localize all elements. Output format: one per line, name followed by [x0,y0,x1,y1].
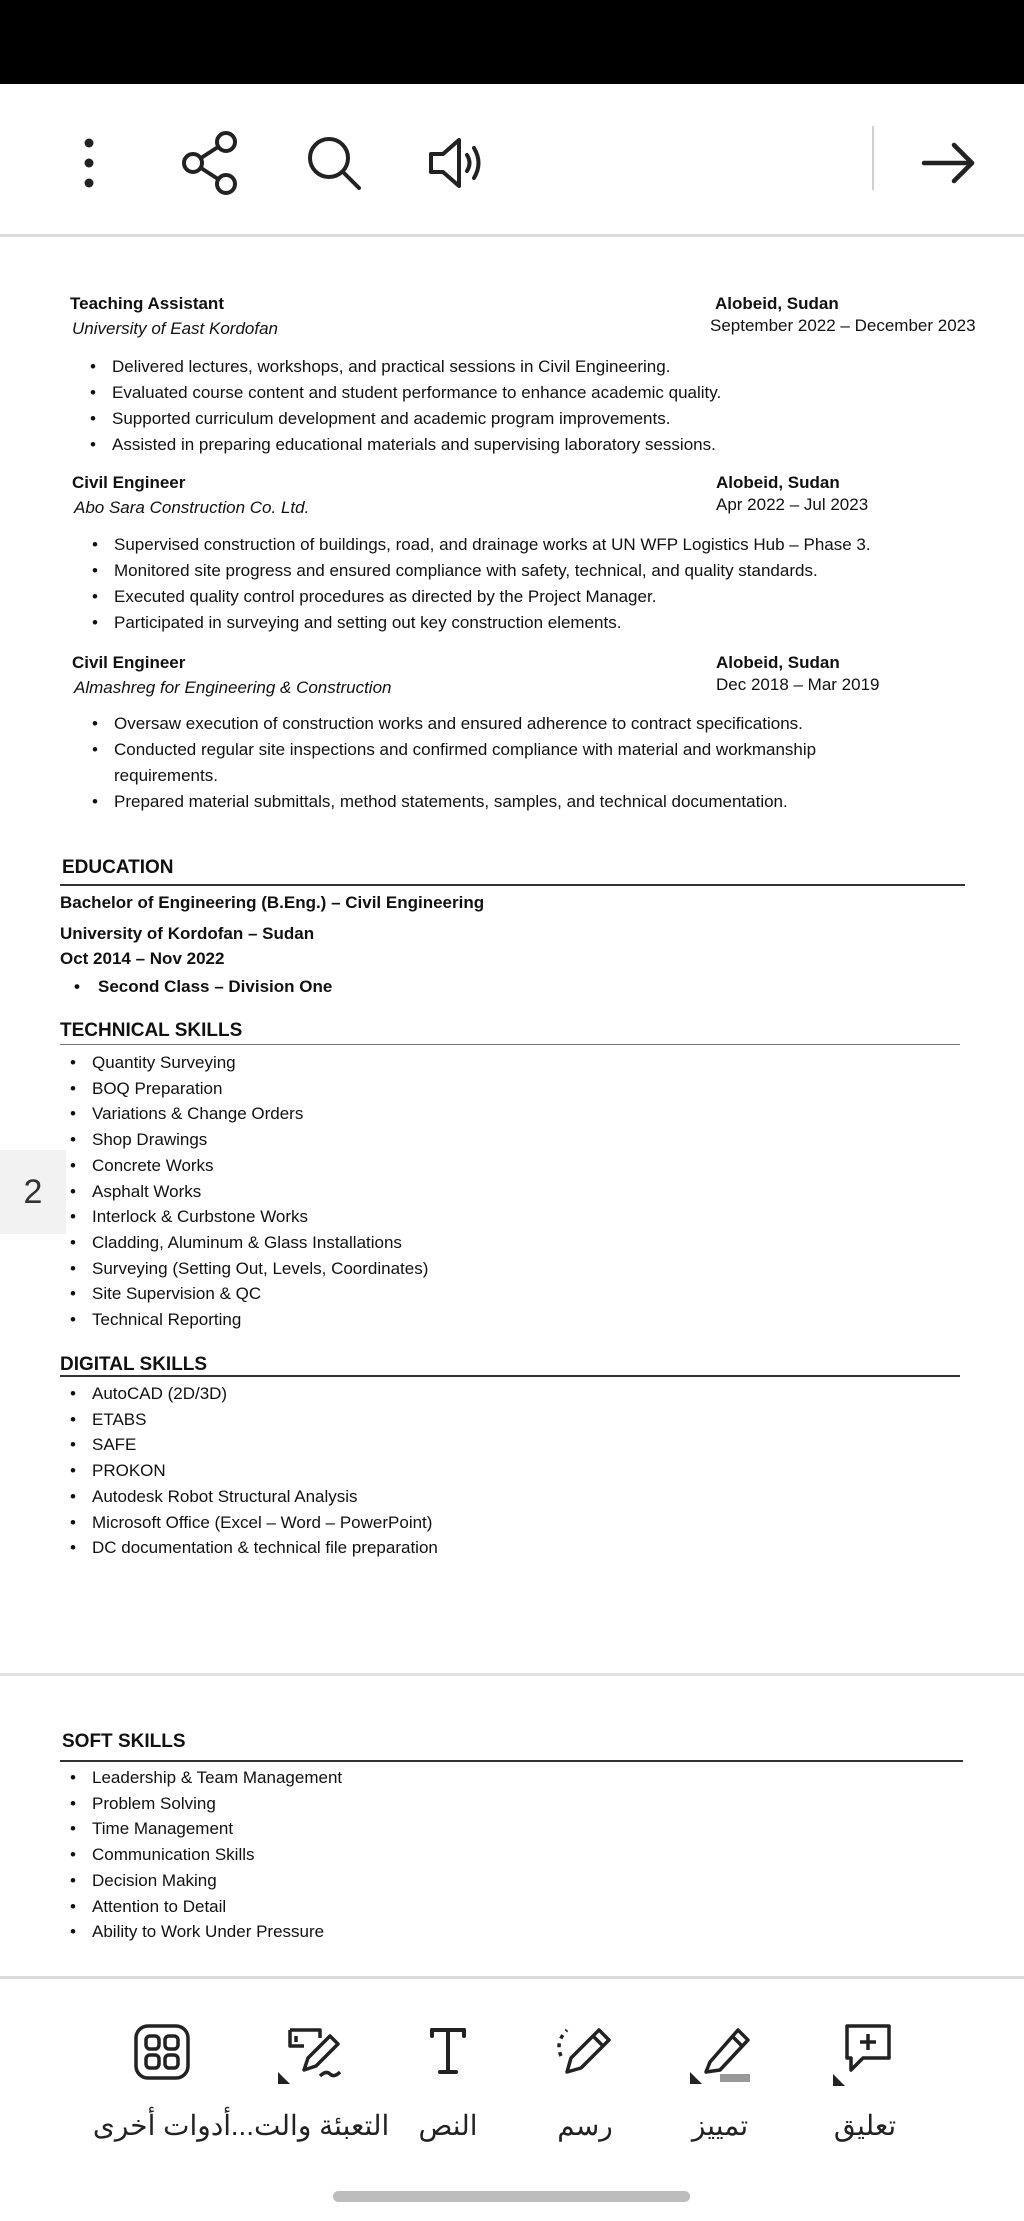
job-location: Alobeid, Sudan [716,653,840,672]
page-number-badge: 2 [0,1150,66,1234]
list-item: • Delivered lectures, workshops, and practical sessions in Civil Engineering. [88,354,721,380]
list-item: • Shop Drawings [60,1127,428,1153]
text-icon [378,2007,518,2097]
status-bar [0,0,1024,84]
list-item: • BOQ Preparation [60,1076,428,1102]
job-dates: Dec 2018 – Mar 2019 [716,675,880,694]
list-item: • Supported curriculum development and academic program improvements. [88,406,721,432]
search-icon[interactable] [299,128,369,198]
section-heading-soft-skills: SOFT SKILLS [62,1731,186,1752]
fill-sign-icon [240,2007,380,2097]
section-divider [60,884,965,886]
draw-pencil-icon [515,2007,655,2097]
education-dates: Oct 2014 – Nov 2022 [60,949,225,968]
job-dates: Apr 2022 – Jul 2023 [716,495,869,514]
list-item: • Ability to Work Under Pressure [60,1919,342,1945]
education-degree: Bachelor of Engineering (B.Eng.) – Civil Engineering [60,893,485,912]
list-item: • DC documentation & technical file preparation [60,1535,438,1561]
list-item: • Attention to Detail [60,1894,342,1920]
section-divider [60,1760,963,1762]
soft-skills-list [60,1765,342,1945]
list-item: • Time Management [60,1816,342,1842]
list-item: • Prepared material submittals, method statements, samples, and technical documentation. [90,789,910,815]
job-dates: September 2022 – December 2023 [710,316,976,335]
list-item: • Cladding, Aluminum & Glass Installations [60,1230,428,1256]
section-divider [60,1375,960,1377]
toolbar-divider [872,126,874,190]
list-item: • Autodesk Robot Structural Analysis [60,1484,438,1510]
share-icon[interactable] [176,128,246,198]
list-item: • Microsoft Office (Excel – Word – PowerPoint) [60,1510,438,1536]
section-divider [60,1044,960,1045]
tool-label: التعبئة والت... [230,2110,390,2141]
list-item: • Decision Making [60,1868,342,1894]
list-item: • Surveying (Setting Out, Levels, Coordinates) [60,1256,428,1282]
list-item: • Oversaw execution of construction works and ensured adherence to contract specifications. [90,711,910,737]
tool-label: تعليق [833,2110,897,2141]
job-title: Civil Engineer [72,653,186,672]
job-title: Civil Engineer [72,473,186,492]
list-item: • Supervised construction of buildings, road, and drainage works at UN WFP Logistics Hub – Phase 3. [90,532,871,558]
job-bullets [88,354,721,458]
speaker-icon[interactable] [421,128,491,198]
list-item: • Conducted regular site inspections and confirmed compliance with material and workmanship requirements. [90,737,910,789]
job-bullets [90,532,871,636]
section-heading-technical-skills: TECHNICAL SKILLS [60,1020,243,1041]
job-company: University of East Kordofan [72,319,278,338]
list-item: • Asphalt Works [60,1179,428,1205]
arrow-right-icon[interactable] [914,128,984,198]
list-item: • Problem Solving [60,1791,342,1817]
list-item: • Concrete Works [60,1153,428,1179]
section-heading-education: EDUCATION [62,857,174,878]
list-item: • AutoCAD (2D/3D) [60,1381,438,1407]
list-item: • Quantity Surveying [60,1050,428,1076]
list-item: • Assisted in preparing educational materials and supervising laboratory sessions. [88,432,721,458]
highlighter-icon [650,2007,790,2097]
list-item: • Participated in surveying and setting out key construction elements. [90,610,871,636]
top-toolbar [0,84,1024,237]
education-bullets [72,974,332,1000]
tool-label: تمييز [691,2110,749,2141]
list-item: • Site Supervision & QC [60,1281,428,1307]
document-page [0,1676,1024,1976]
digital-skills-list [60,1381,438,1561]
more-vertical-icon[interactable] [54,128,124,198]
list-item: • Second Class – Division One [72,974,332,1000]
job-location: Alobeid, Sudan [715,294,839,313]
list-item: • ETABS [60,1407,438,1433]
education-school: University of Kordofan – Sudan [60,924,315,943]
tool-label: رسم [557,2110,613,2141]
list-item: • Technical Reporting [60,1307,428,1333]
list-item: • Variations & Change Orders [60,1101,428,1127]
list-item: • PROKON [60,1458,438,1484]
job-company: Almashreg for Engineering & Construction [74,678,392,697]
list-item: • Evaluated course content and student performance to enhance academic quality. [88,380,721,406]
job-company: Abo Sara Construction Co. Ltd. [74,498,310,517]
more-tools-icon [92,2007,232,2097]
tool-label: أدوات أخرى [92,2110,232,2141]
tool-more-tools[interactable] [92,2007,232,2141]
list-item: • SAFE [60,1432,438,1458]
list-item: • Interlock & Curbstone Works [60,1204,428,1230]
home-indicator[interactable] [333,2191,690,2202]
bottom-toolbar [0,1976,1024,2221]
tool-label: النص [418,2110,478,2141]
job-bullets [90,711,910,815]
technical-skills-list [60,1050,428,1333]
job-title: Teaching Assistant [70,294,224,313]
list-item: • Monitored site progress and ensured compliance with safety, technical, and quality standards. [90,558,871,584]
list-item: • Leadership & Team Management [60,1765,342,1791]
list-item: • Executed quality control procedures as directed by the Project Manager. [90,584,871,610]
job-location: Alobeid, Sudan [716,473,840,492]
section-heading-digital-skills: DIGITAL SKILLS [60,1354,208,1375]
comment-plus-icon [795,2007,935,2097]
document-page [0,237,1024,1673]
list-item: • Communication Skills [60,1842,342,1868]
